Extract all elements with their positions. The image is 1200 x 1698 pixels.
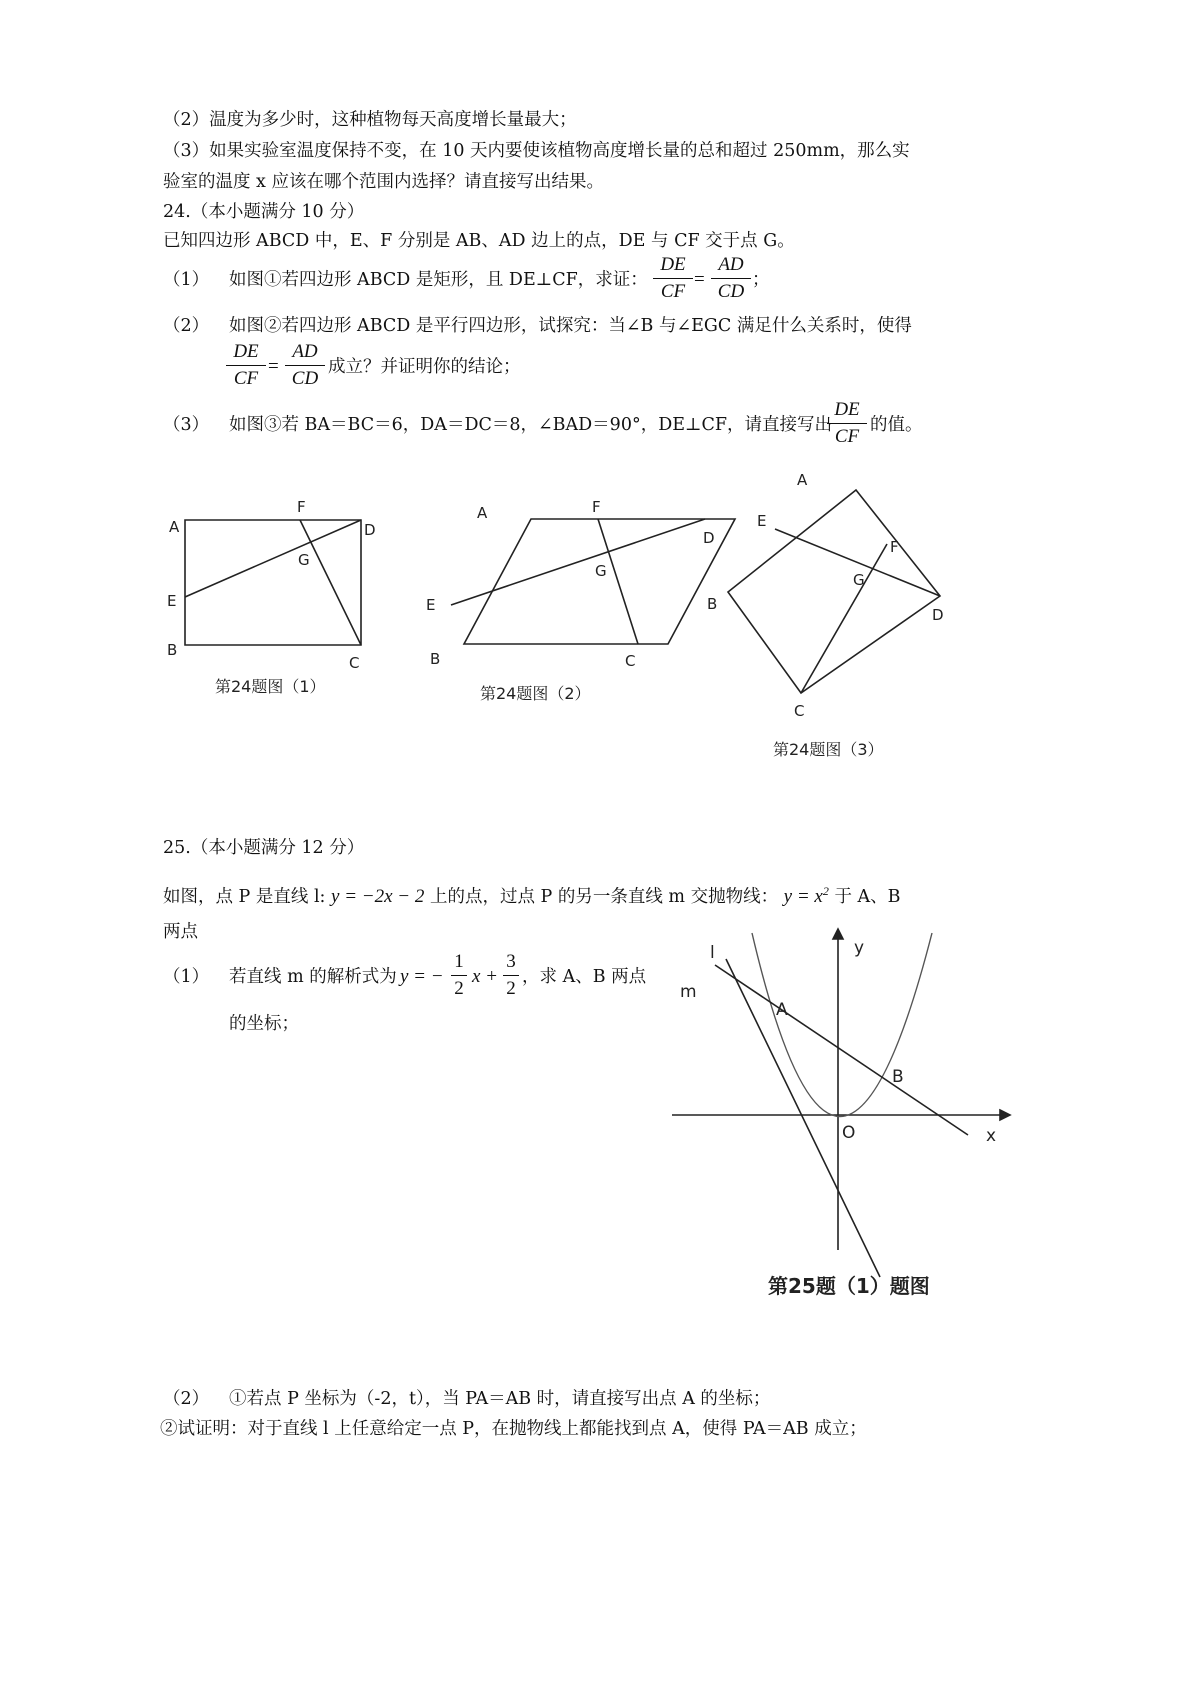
point-label-d: D: [364, 521, 376, 539]
equals-sign: =: [694, 269, 705, 290]
q25-intro-text-b: 上的点，过点 P 的另一条直线 m 交抛物线：: [429, 886, 779, 907]
segment-cf: [801, 544, 887, 693]
q24-part1-number: （1）: [163, 270, 210, 290]
equation-parabola: y = x: [783, 885, 823, 907]
fraction-denominator: CF: [834, 426, 860, 447]
point-label-f: F: [890, 538, 899, 556]
point-label-b: B: [430, 650, 441, 668]
fraction-de-over-cf: [653, 254, 693, 303]
parallelogram-abcd: [464, 519, 735, 644]
fraction-de-over-cf: [226, 341, 266, 390]
fraction-de-over-cf: [827, 399, 867, 448]
fraction-denominator: 2: [506, 978, 516, 999]
q25-part1-eq-a: y = −: [400, 966, 444, 987]
point-label-g: G: [298, 551, 310, 569]
q25-part1-text-b: ，求 A、B 两点: [522, 967, 647, 987]
q24-intro: 已知四边形 ABCD 中，E、F 分别是 AB、AD 边上的点，DE 与 CF 交于点 G。: [163, 231, 795, 251]
q25-part2-text: ①若点 P 坐标为（-2，t），当 PA＝AB 时，请直接写出点 A 的坐标；: [229, 1389, 771, 1409]
q25-figure: [670, 925, 1030, 1305]
q24-part2-number: （2）: [163, 316, 210, 336]
point-label-f: F: [592, 498, 601, 516]
q25-intro-line2: 两点: [163, 922, 198, 942]
q25-part2-line2: ②试证明：对于直线 l 上任意给定一点 P，在抛物线上都能找到点 A，使得 PA＝AB 成立；: [160, 1419, 867, 1439]
point-label-d: D: [703, 529, 715, 547]
q23-part3-line2: 验室的温度 x 应该在哪个范围内选择？请直接写出结果。: [163, 172, 604, 192]
q25-intro-text-c: 于 A、B: [834, 886, 901, 907]
parabola-curve: [752, 933, 932, 1117]
point-label-e: E: [757, 512, 767, 530]
segment-de: [451, 519, 705, 605]
fraction-numerator: 1: [451, 951, 467, 976]
q23-part2: （2）温度为多少时，这种植物每天高度增长量最大；: [163, 110, 577, 130]
fraction-denominator: CF: [233, 368, 259, 389]
line-l: [726, 959, 880, 1277]
fraction-ad-over-cd: [285, 341, 325, 390]
point-label-b: B: [167, 641, 178, 659]
fraction-three-halves: [503, 951, 519, 1000]
fraction-numerator: AD: [285, 341, 325, 366]
axis-label-x: x: [986, 1126, 997, 1146]
q24-part3-text: 如图③若 BA＝BC＝6，DA＝DC＝8，∠BAD＝90°，DE⊥CF，请直接写出: [229, 415, 832, 435]
fraction-denominator: 2: [454, 978, 464, 999]
point-label-d: D: [932, 606, 944, 624]
fraction-ad-over-cd: [711, 254, 751, 303]
fraction-one-half: [451, 951, 467, 1000]
point-label-c: C: [349, 654, 360, 672]
fraction-numerator: DE: [226, 341, 266, 366]
q24-part3-number: （3）: [163, 415, 210, 435]
origin-label: O: [842, 1123, 856, 1143]
figure-caption: 第24题图（2）: [480, 684, 591, 703]
point-label-a: A: [797, 471, 808, 489]
fraction-denominator: CD: [291, 368, 319, 389]
q25-part1-number: （1）: [163, 967, 210, 987]
rectangle-abcd: [185, 520, 361, 645]
fraction-numerator: 3: [503, 951, 519, 976]
q25-part1-eq-b: x +: [472, 966, 499, 987]
point-label-b: B: [707, 595, 718, 613]
fraction-denominator: CF: [660, 281, 686, 302]
axis-label-y: y: [854, 938, 865, 958]
q24-part3-tail: 的值。: [870, 415, 923, 435]
q24-figure-3: [707, 468, 1030, 768]
q25-part2-number: （2）: [163, 1389, 210, 1409]
y-axis-arrow-icon: [833, 929, 843, 939]
exponent: 2: [822, 884, 829, 898]
point-label-a: A: [776, 1000, 788, 1020]
q25-part1-line2: 的坐标；: [229, 1014, 299, 1034]
point-label-g: G: [595, 562, 607, 580]
q24-header: 24.（本小题满分 10 分）: [163, 202, 365, 222]
q24-part2-tail: 成立？并证明你的结论；: [328, 357, 521, 377]
point-label-b: B: [892, 1067, 904, 1087]
point-label-f: F: [297, 498, 306, 516]
q25-intro-text-a: 如图，点 P 是直线 l:: [163, 886, 326, 907]
figure-caption: 第24题图（3）: [773, 740, 884, 759]
q25-header: 25.（本小题满分 12 分）: [163, 838, 365, 858]
figure-caption: 第25题（1）题图: [768, 1274, 930, 1298]
q24-figure-1: [160, 488, 400, 708]
x-axis-arrow-icon: [1000, 1110, 1010, 1120]
segment-de: [185, 520, 361, 597]
fraction-denominator: CD: [717, 281, 745, 302]
segment-cf: [598, 519, 638, 644]
point-label-g: G: [853, 571, 865, 589]
line-m: [715, 965, 968, 1135]
fraction-numerator: DE: [653, 254, 693, 279]
point-label-e: E: [167, 592, 177, 610]
q24-part1-tail: ；: [752, 270, 770, 290]
point-label-c: C: [794, 702, 805, 720]
q24-part2-text: 如图②若四边形 ABCD 是平行四边形，试探究：当∠B 与∠EGC 满足什么关系时，使得: [229, 316, 912, 336]
point-label-a: A: [477, 504, 488, 522]
point-label-c: C: [625, 652, 636, 670]
q24-part1-text: 如图①若四边形 ABCD 是矩形，且 DE⊥CF，求证：: [229, 270, 648, 290]
line-label-l: l: [710, 943, 715, 963]
q25-intro: [163, 879, 901, 909]
point-label-e: E: [426, 596, 436, 614]
q24-figure-2: [426, 488, 785, 718]
q23-part3-line1: （3）如果实验室温度保持不变，在 10 天内要使该植物高度增长量的总和超过 250mm，那么实: [163, 141, 910, 161]
fraction-numerator: AD: [711, 254, 751, 279]
fraction-numerator: DE: [827, 399, 867, 424]
point-label-a: A: [169, 518, 180, 536]
figure-caption: 第24题图（1）: [215, 677, 326, 696]
q25-part1-text-a: 若直线 m 的解析式为: [229, 967, 397, 987]
equation-line-l: y = −2x − 2: [331, 885, 425, 907]
segment-cf: [300, 520, 361, 645]
equals-sign: =: [268, 356, 279, 377]
line-label-m: m: [680, 982, 697, 1002]
